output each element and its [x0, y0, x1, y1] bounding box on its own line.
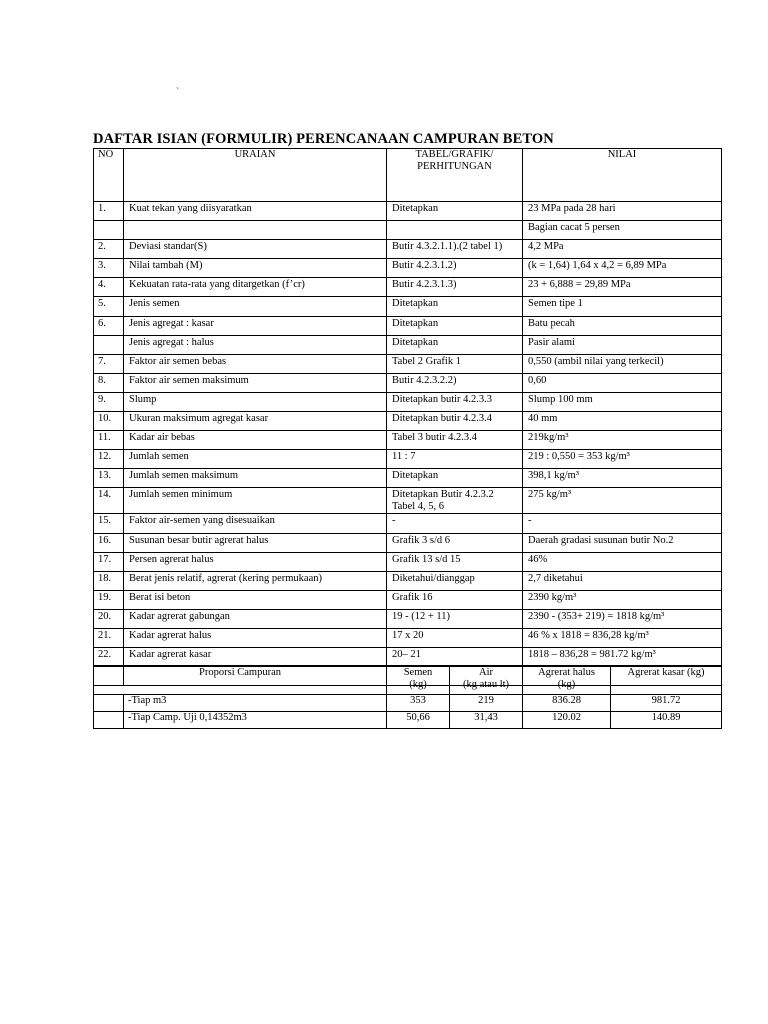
row-nilai: 2,7 diketahui: [523, 571, 722, 590]
row-tabel-line1: Ditetapkan: [392, 336, 439, 348]
row-nilai: 23 MPa pada 28 hari: [523, 202, 722, 221]
table-row: [94, 648, 722, 667]
table-row: [94, 412, 722, 431]
row-tabel: [387, 450, 523, 469]
row-nilai: Slump 100 mm: [523, 392, 722, 411]
table-row: [94, 609, 722, 628]
row-tabel-line1: Butir 4.2.3.1.2): [392, 260, 457, 272]
row-uraian: Kadar agrerat kasar: [124, 648, 387, 667]
row-no: 12.: [94, 450, 124, 469]
row-tabel-line1: Ditetapkan butir 4.2.3.3: [392, 393, 493, 405]
row-no: [94, 221, 124, 240]
table-row: [94, 571, 722, 590]
row-tabel-line1: -: [392, 515, 396, 527]
table-row: [94, 259, 722, 278]
row-uraian: Persen agrerat halus: [124, 552, 387, 571]
header-agrerat-halus: [523, 666, 611, 695]
row-no: 9.: [94, 392, 124, 411]
row-nilai: 2390 - (353+ 219) = 1818 kg/m³: [523, 609, 722, 628]
row-uraian: Jenis agregat : kasar: [124, 316, 387, 335]
row-nilai: 46 % x 1818 = 836,28 kg/m³: [523, 628, 722, 647]
row-no: 14.: [94, 488, 124, 514]
row-tabel: [387, 533, 523, 552]
row-no: 8.: [94, 373, 124, 392]
row-tabel: [387, 297, 523, 316]
row-uraian: Kadar air bebas: [124, 431, 387, 450]
table-row: [94, 469, 722, 488]
row-tabel: [387, 412, 523, 431]
row-tabel-line1: Butir 4.2.3.2.2): [392, 374, 457, 386]
table-row: [94, 278, 722, 297]
row-tabel-line1: Ditetapkan: [392, 203, 439, 214]
row-uraian: Berat jenis relatif, agrerat (kering permukaan): [124, 571, 387, 590]
proportion-row-label: -Tiap Camp. Uji 0,14352m3: [124, 712, 387, 729]
proportion-table: [93, 665, 722, 729]
row-no: 1.: [94, 202, 124, 221]
row-tabel: [387, 609, 523, 628]
proportion-halus: 120.02: [523, 712, 611, 729]
row-tabel-line1: Ditetapkan: [392, 298, 439, 310]
header-tabel-line1: TABEL/GRAFIK/: [415, 149, 494, 160]
row-tabel-line1: Butir 4.3.2.1.1).(2 tabel 1): [392, 241, 503, 253]
header-semen-line2: (kg): [409, 679, 427, 690]
header-semen: [387, 666, 450, 695]
proportion-semen: 353: [387, 695, 450, 712]
row-nilai: Bagian cacat 5 persen: [523, 221, 722, 240]
proportion-halus: 836.28: [523, 695, 611, 712]
table-row: [94, 221, 722, 240]
row-uraian: Faktor air semen bebas: [124, 354, 387, 373]
table-row: [94, 392, 722, 411]
row-uraian: Susunan besar butir agrerat halus: [124, 533, 387, 552]
proportion-row-spacer: [94, 712, 124, 729]
header-nilai: NILAI: [523, 149, 722, 202]
row-no: 22.: [94, 648, 124, 667]
row-nilai: -: [523, 514, 722, 533]
row-nilai: 4,2 MPa: [523, 240, 722, 259]
row-tabel: [387, 571, 523, 590]
row-no: 13.: [94, 469, 124, 488]
row-uraian: Jumlah semen maksimum: [124, 469, 387, 488]
row-nilai: 398,1 kg/m³: [523, 469, 722, 488]
table-row: [94, 373, 722, 392]
table-row: [94, 628, 722, 647]
row-nilai: 275 kg/m³: [523, 488, 722, 514]
row-tabel: [387, 316, 523, 335]
row-uraian: [124, 221, 387, 240]
proportion-row: [94, 712, 722, 729]
row-nilai: Semen tipe 1: [523, 297, 722, 316]
row-tabel-line2: Tabel 4, 5, 6: [392, 501, 445, 513]
row-tabel-line1: 19 - (12 + 11): [392, 610, 451, 622]
row-nilai: 0,550 (ambil nilai yang terkecil): [523, 354, 722, 373]
header-air-line1: Air: [479, 667, 494, 678]
row-no: 4.: [94, 278, 124, 297]
row-tabel-line1: 11 : 7: [392, 451, 416, 463]
header-tabel-line2: PERHITUNGAN: [417, 161, 492, 172]
row-tabel: [387, 278, 523, 297]
row-tabel: [387, 514, 523, 533]
row-tabel: [387, 221, 523, 240]
row-no: 3.: [94, 259, 124, 278]
row-uraian: Faktor air semen maksimum: [124, 373, 387, 392]
row-nilai: 40 mm: [523, 412, 722, 431]
row-tabel: [387, 552, 523, 571]
table-row: [94, 488, 722, 514]
row-no: 19.: [94, 590, 124, 609]
row-uraian: Jumlah semen minimum: [124, 488, 387, 514]
row-tabel: [387, 259, 523, 278]
row-tabel: [387, 354, 523, 373]
row-no: 15.: [94, 514, 124, 533]
row-uraian: Slump: [124, 392, 387, 411]
row-tabel-line1: Grafik 16: [392, 591, 433, 603]
proportion-row-spacer: [94, 695, 124, 712]
row-nilai: 219kg/m³: [523, 431, 722, 450]
row-tabel: [387, 488, 523, 514]
row-tabel: [387, 590, 523, 609]
row-nilai: Daerah gradasi susunan butir No.2: [523, 533, 722, 552]
row-no: 6.: [94, 316, 124, 335]
header-agrerat-kasar: Agrerat kasar (kg): [611, 666, 722, 695]
row-tabel-line1: Grafik 13 s/d 15: [392, 553, 461, 565]
row-tabel: [387, 628, 523, 647]
row-tabel: [387, 202, 523, 221]
row-tabel-line1: Tabel 3 butir 4.2.3.4: [392, 432, 477, 444]
row-uraian: Kuat tekan yang diisyaratkan: [124, 202, 387, 221]
row-uraian: Kekuatan rata-rata yang ditargetkan (f’cr): [124, 278, 387, 297]
page-title: DAFTAR ISIAN (FORMULIR) PERENCANAAN CAMPURAN BETON: [93, 131, 554, 147]
row-tabel-line1: Ditetapkan butir 4.2.3.4: [392, 413, 493, 425]
mix-design-table: [93, 148, 722, 686]
row-no: 11.: [94, 431, 124, 450]
table-row: [94, 450, 722, 469]
header-halus-line2: (kg): [557, 679, 576, 690]
row-nilai: (k = 1,64) 1,64 x 4,2 = 6,89 MPa: [523, 259, 722, 278]
row-uraian: Jenis semen: [124, 297, 387, 316]
row-tabel-line1: Ditetapkan Butir 4.2.3.2: [392, 489, 494, 501]
row-nilai: 23 + 6,888 = 29,89 MPa: [523, 278, 722, 297]
table-row: [94, 354, 722, 373]
header-no: NO: [94, 149, 124, 202]
header-air-line2: (kg atau lt): [462, 679, 510, 690]
row-uraian: Jenis agregat : halus: [124, 335, 387, 354]
row-tabel-line1: Butir 4.2.3.1.3): [392, 279, 457, 291]
row-tabel-line1: Diketahui/dianggap: [392, 572, 475, 584]
proportion-semen: 50,66: [387, 712, 450, 729]
proportion-row-label: -Tiap m3: [124, 695, 387, 712]
row-no: [94, 335, 124, 354]
row-uraian: Kadar agrerat halus: [124, 628, 387, 647]
row-tabel: [387, 469, 523, 488]
row-no: 17.: [94, 552, 124, 571]
row-tabel-line1: Grafik 3 s/d 6: [392, 534, 451, 546]
header-tabel: [387, 149, 523, 202]
row-nilai: 0,60: [523, 373, 722, 392]
row-tabel-line1: 20– 21: [392, 649, 421, 661]
table-row: [94, 335, 722, 354]
proportion-kasar: 140.89: [611, 712, 722, 729]
proportion-row: [94, 695, 722, 712]
row-no: 7.: [94, 354, 124, 373]
table-row: [94, 297, 722, 316]
row-tabel-line1: Ditetapkan: [392, 470, 439, 482]
header-halus-line1: Agrerat halus: [538, 667, 595, 678]
row-no: 20.: [94, 609, 124, 628]
row-nilai: 1818 – 836,28 = 981.72 kg/m³: [523, 648, 722, 667]
proportion-air: 31,43: [450, 712, 523, 729]
row-nilai: 2390 kg/m³: [523, 590, 722, 609]
row-tabel-line1: Tabel 2 Grafik 1: [392, 355, 461, 367]
row-no: 5.: [94, 297, 124, 316]
table-header-row: [94, 149, 722, 202]
table-row: [94, 514, 722, 533]
row-no: 16.: [94, 533, 124, 552]
row-tabel: [387, 335, 523, 354]
table-row: [94, 316, 722, 335]
row-nilai: 46%: [523, 552, 722, 571]
row-no: 2.: [94, 240, 124, 259]
row-uraian: Faktor air-semen yang disesuaikan: [124, 514, 387, 533]
row-tabel-line1: 17 x 20: [392, 629, 424, 641]
row-uraian: Berat isi beton: [124, 590, 387, 609]
proportion-kasar: 981.72: [611, 695, 722, 712]
row-nilai: 219 : 0,550 = 353 kg/m³: [523, 450, 722, 469]
table-row: [94, 431, 722, 450]
header-uraian: URAIAN: [124, 149, 387, 202]
row-no: 18.: [94, 571, 124, 590]
row-nilai: Pasir alami: [523, 335, 722, 354]
proportion-label: Proporsi Campuran: [94, 666, 387, 695]
row-tabel: [387, 431, 523, 450]
row-tabel: [387, 240, 523, 259]
row-no: 10.: [94, 412, 124, 431]
proportion-air: 219: [450, 695, 523, 712]
header-air: [450, 666, 523, 695]
row-uraian: Deviasi standar(S): [124, 240, 387, 259]
table-row: [94, 202, 722, 221]
stray-mark: `: [176, 86, 179, 96]
row-nilai: Batu pecah: [523, 316, 722, 335]
row-tabel-line1: Ditetapkan: [392, 317, 439, 329]
proportion-header-row: [94, 666, 722, 695]
table-row: [94, 240, 722, 259]
row-uraian: Nilai tambah (M): [124, 259, 387, 278]
row-uraian: Ukuran maksimum agregat kasar: [124, 412, 387, 431]
table-row: [94, 552, 722, 571]
row-uraian: Kadar agrerat gabungan: [124, 609, 387, 628]
table-row: [94, 533, 722, 552]
row-uraian: Jumlah semen: [124, 450, 387, 469]
row-tabel: [387, 392, 523, 411]
row-no: 21.: [94, 628, 124, 647]
table-row: [94, 590, 722, 609]
row-tabel: [387, 373, 523, 392]
header-semen-line1: Semen: [403, 667, 433, 678]
row-tabel: [387, 648, 523, 667]
